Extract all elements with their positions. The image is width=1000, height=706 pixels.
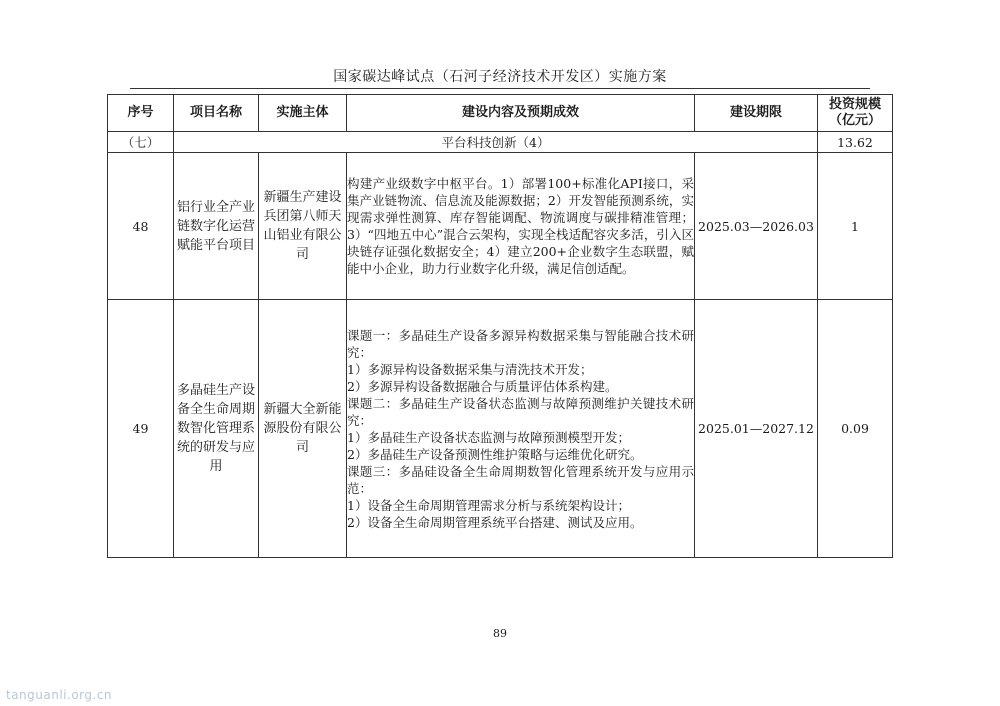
row-owner: 新疆生产建设兵团第八师天山铝业有限公司 [259, 153, 347, 300]
col-header-seq: 序号 [108, 95, 174, 132]
row-content [347, 300, 695, 558]
content-line: 1）设备全生命周期管理需求分析与系统架构设计； [347, 497, 630, 513]
content-line: 2）多源异构设备数据融合与质量评估体系构建。 [347, 378, 618, 394]
header-rule [130, 88, 870, 89]
table-header-row [108, 95, 893, 132]
section-seq: （七） [108, 132, 174, 153]
watermark: tanguanli.org.cn [6, 688, 113, 702]
row-invest: 1 [818, 153, 893, 300]
content-line: 2）多晶硅生产设备预测性维护策略与运维优化研究。 [347, 446, 643, 462]
row-content [347, 153, 695, 300]
row-seq: 49 [108, 300, 174, 558]
content-line: 构建产业级数字中枢平台。1）部署100+标准化API接口，采集产业链物流、信息流及能源数据；2）开发智能预测系统，实现需求弹性测算、库存智能调配、物流调度与碳排精准管理；3）“四地五中心”混合云架构，实现全栈适配容灾多活，引入区块链存证强化数据安全；4）建立200+企业数字生态联盟，赋能中小企业，助力行业数字化升级，满足信创适配。 [347, 176, 694, 276]
content-line: 课题一：多晶硅生产设备多源异构数据采集与智能融合技术研究： [347, 327, 694, 360]
col-header-period: 建设期限 [695, 95, 818, 132]
row-project-name: 多晶硅生产设备全生命周期数智化管理系统的研发与应用 [174, 300, 259, 558]
row-project-name: 铝行业全产业链数字化运营赋能平台项目 [174, 153, 259, 300]
table-row [108, 153, 893, 300]
row-owner: 新疆大全新能源股份有限公司 [259, 300, 347, 558]
col-header-name: 项目名称 [174, 95, 259, 132]
section-title: 平台科技创新（4） [174, 132, 818, 153]
col-header-owner: 实施主体 [259, 95, 347, 132]
page-number: 89 [493, 627, 507, 640]
row-seq: 48 [108, 153, 174, 300]
col-header-content: 建设内容及预期成效 [347, 95, 695, 132]
content-line: 2）设备全生命周期管理系统平台搭建、测试及应用。 [347, 514, 643, 530]
content-line: 课题二：多晶硅生产设备状态监测与故障预测维护关键技术研究： [347, 395, 694, 428]
content-line: 课题三：多晶硅设备全生命周期数智化管理系统开发与应用示范： [347, 463, 694, 496]
section-invest: 13.62 [818, 132, 893, 153]
row-period: 2025.01—2027.12 [695, 300, 818, 558]
running-header: 国家碳达峰试点（石河子经济技术开发区）实施方案 [333, 69, 667, 85]
section-row [108, 132, 893, 153]
table-row [108, 300, 893, 558]
content-line: 1）多源异构设备数据采集与清洗技术开发； [347, 361, 593, 377]
project-table [107, 94, 893, 558]
col-header-invest: 投资规模 （亿元） [818, 95, 893, 132]
row-period: 2025.03—2026.03 [695, 153, 818, 300]
content-line: 1）多晶硅生产设备状态监测与故障预测模型开发； [347, 429, 630, 445]
row-invest: 0.09 [818, 300, 893, 558]
